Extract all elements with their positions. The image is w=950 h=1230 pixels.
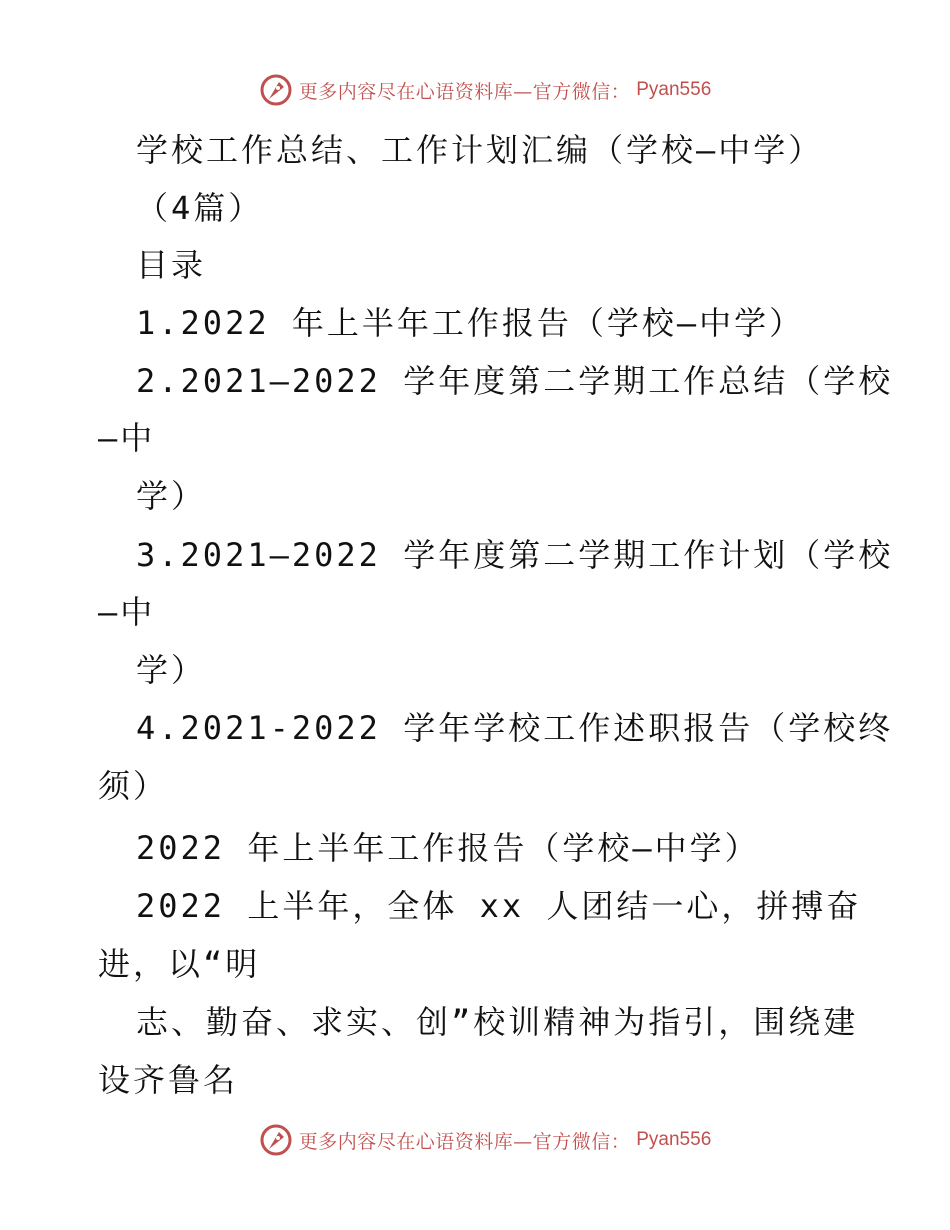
body-paragraph-line-2: 进，以“明 xyxy=(98,945,261,983)
toc-item-3-cont: —中 xyxy=(98,593,156,631)
watermark-text: 更多内容尽在心语资料库—官方微信： xyxy=(298,1130,631,1153)
pen-nib-logo-icon xyxy=(259,1123,293,1157)
section-heading: 2022 年上半年工作报告（学校—中学） xyxy=(136,829,760,867)
watermark-banner-bottom xyxy=(0,1120,950,1160)
watermark-wechat-id: Pyan556 xyxy=(636,79,712,100)
toc-item-3-end: 学） xyxy=(136,651,207,689)
watermark-text: 更多内容尽在心语资料库—官方微信： xyxy=(298,80,631,103)
toc-item-2-end: 学） xyxy=(136,477,207,515)
toc-item-3: 3.2021—2022 学年度第二学期工作计划（学校 xyxy=(136,536,894,574)
toc-item-4-cont: 须） xyxy=(98,767,169,805)
body-paragraph-line-3: 志、勤奋、求实、创”校训精神为指引，围绕建 xyxy=(136,1003,859,1041)
watermark-wechat-id: Pyan556 xyxy=(636,1129,712,1150)
body-paragraph-line-1: 2022 上半年，全体 xx 人团结一心，拼搏奋 xyxy=(136,887,862,925)
toc-item-1: 1.2022 年上半年工作报告（学校—中学） xyxy=(136,304,805,342)
doc-title: 学校工作总结、工作计划汇编（学校—中学） xyxy=(136,131,824,169)
doc-title-count: （4篇） xyxy=(136,189,264,227)
toc-item-4: 4.2021-2022 学年学校工作述职报告（学校终 xyxy=(136,709,894,747)
toc-item-2: 2.2021—2022 学年度第二学期工作总结（学校 xyxy=(136,362,894,400)
toc-item-2-cont: —中 xyxy=(98,419,156,457)
watermark-banner-top xyxy=(0,70,950,110)
toc-heading: 目录 xyxy=(136,246,207,284)
pen-nib-logo-icon xyxy=(259,73,293,107)
body-paragraph-line-4: 设齐鲁名 xyxy=(98,1061,239,1099)
